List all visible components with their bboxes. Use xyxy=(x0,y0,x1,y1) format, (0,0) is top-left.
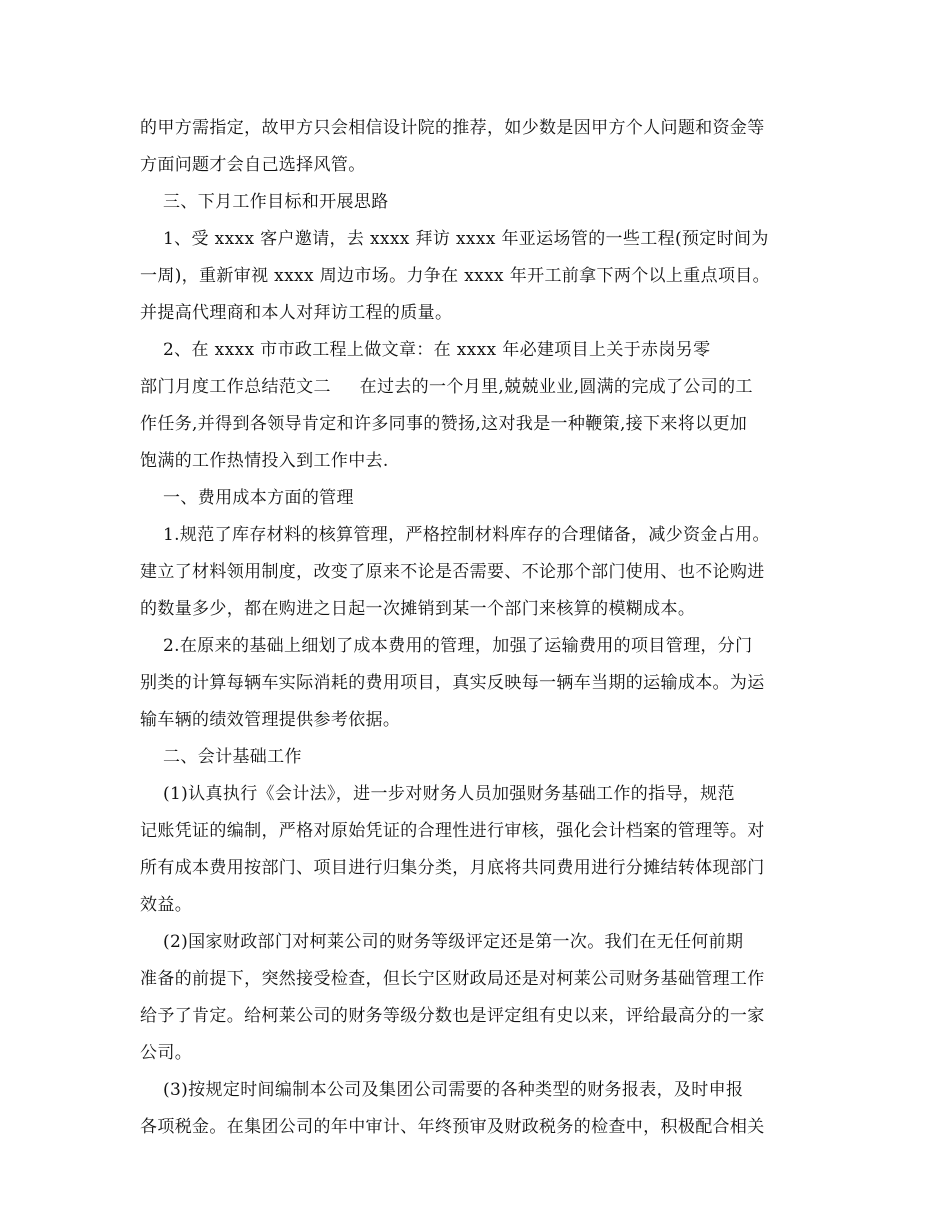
text-line: 给予了肯定。给柯莱公司的财务等级分数也是评定组有史以来，评给最高分的一家 xyxy=(140,1006,765,1026)
section-heading: 一、费用成本方面的管理 xyxy=(140,488,354,508)
text-line: 建立了材料领用制度，改变了原来不论是否需要、不论那个部门使用、也不论购进 xyxy=(140,562,765,582)
section-heading: 二、会计基础工作 xyxy=(140,747,302,767)
text-line: 输车辆的绩效管理提供参考依据。 xyxy=(140,710,401,730)
text-line: 饱满的工作热情投入到工作中去. xyxy=(140,451,389,471)
text-line: 所有成本费用按部门、项目进行归集分类，月底将共同费用进行分摊结转体现部门 xyxy=(140,858,765,878)
text-line: 公司。 xyxy=(140,1043,193,1063)
text-line: (3)按规定时间编制本公司及集团公司需要的各种类型的财务报表，及时申报 xyxy=(140,1080,744,1100)
text-line: 各项税金。在集团公司的年中审计、年终预审及财政税务的检查中，积极配合相关 xyxy=(140,1117,765,1137)
text-line: 并提高代理商和本人对拜访工程的质量。 xyxy=(140,303,453,323)
text-line: 2、在 xxxx 市市政工程上做文章：在 xxxx 年必建项目上关于赤岗另零 xyxy=(140,340,711,360)
text-line: (2)国家财政部门对柯莱公司的财务等级评定还是第一次。我们在无任何前期 xyxy=(140,932,744,952)
text-line: 效益。 xyxy=(140,895,193,915)
text-line: 的数量多少，都在购进之日起一次摊销到某一个部门来核算的模糊成本。 xyxy=(140,599,696,619)
text-line: 别类的计算每辆车实际消耗的费用项目，真实反映每一辆车当期的运输成本。为运 xyxy=(140,673,765,693)
text-line: 的甲方需指定，故甲方只会相信设计院的推荐，如少数是因甲方个人问题和资金等 xyxy=(140,118,765,138)
text-line: 2.在原来的基础上细划了成本费用的管理，加强了运输费用的项目管理，分门 xyxy=(140,636,753,656)
text-line: 作任务,并得到各领导肯定和许多同事的赞扬,这对我是一种鞭策,接下来将以更加 xyxy=(140,414,748,434)
text-line: (1)认真执行《会计法》，进一步对财务人员加强财务基础工作的指导，规范 xyxy=(140,784,735,804)
text-line: 方面问题才会自己选择风管。 xyxy=(140,155,366,175)
section-heading: 三、下月工作目标和开展思路 xyxy=(140,192,389,212)
text-line: 一周)，重新审视 xxxx 周边市场。力争在 xxxx 年开工前拿下两个以上重点项目。 xyxy=(140,266,770,286)
text-line: 部门月度工作总结范文二 在过去的一个月里,兢兢业业,圆满的完成了公司的工 xyxy=(140,377,753,397)
text-line: 1.规范了库存材料的核算管理，严格控制材料库存的合理储备，减少资金占用。 xyxy=(140,525,770,545)
text-line: 1、受 xxxx 客户邀请，去 xxxx 拜访 xxxx 年亚运场管的一些工程(预定时间为 xyxy=(140,229,769,249)
text-line: 记账凭证的编制，严格对原始凭证的合理性进行审核，强化会计档案的管理等。对 xyxy=(140,821,765,841)
text-line: 准备的前提下，突然接受检查，但长宁区财政局还是对柯莱公司财务基础管理工作 xyxy=(140,969,765,989)
